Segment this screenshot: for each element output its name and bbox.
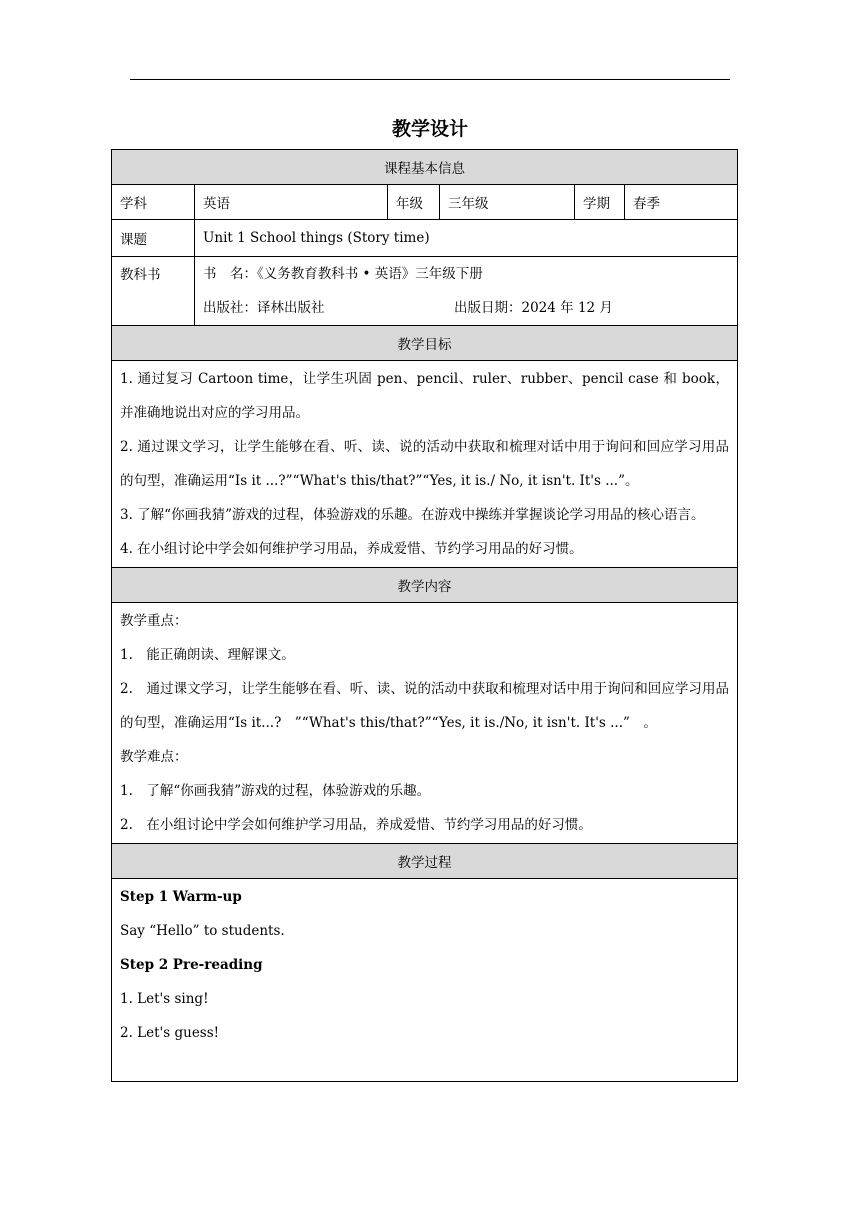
objectives-row [112,361,738,568]
step1-text: Say “Hello” to students. [120,923,285,939]
objective-item: 1. 通过复习 Cartoon time，让学生巩固 pen、pencil、ruler、rubber、pencil case 和 book，并准确地说出对应的学习用品。 [120,371,730,421]
difficulty-item: 2. 在小组讨论中学会如何维护学习用品，养成爱惜、节约学习用品的好习惯。 [120,817,592,833]
topic-value: Unit 1 School things (Story time) [195,220,738,257]
textbook-label: 教科书 [112,257,195,326]
step2-item: 1. Let's sing! [120,991,209,1007]
section-header-content: 教学内容 [112,568,738,603]
process-header-row [112,844,738,879]
section-header-process: 教学过程 [112,844,738,879]
objective-item: 2. 通过课文学习，让学生能够在看、听、读、说的活动中获取和梳理对话中用于询问和回应学习用品的句型，准确运用“Is it ...?”“What's this/that?”“Yes, it is./ No, it isn't. It's ...”。 [120,439,730,489]
topic-label: 课题 [112,220,195,257]
textbook-pub-date: 出版日期：2024 年 12 月 [454,300,613,316]
objective-item: 3. 了解“你画我猜”游戏的过程，体验游戏的乐趣。在游戏中操练并掌握谈论学习用品的核心语言。 [120,507,705,523]
process-cell [112,879,738,1082]
section-header-basic-info: 课程基本信息 [112,150,738,185]
textbook-info [195,257,738,326]
step2-item: 2. Let's guess! [120,1025,220,1041]
step1-title: Step 1 Warm-up [120,889,242,905]
grade-label: 年级 [388,185,440,220]
objectives-header-row [112,326,738,361]
key-point-item: 1. 能正确朗读、理解课文。 [120,647,295,663]
content-row [112,603,738,844]
term-value: 春季 [625,185,738,220]
difficulty-title: 教学难点： [120,749,188,765]
topic-row [112,220,738,257]
content-header-row [112,568,738,603]
basic-info-header-row [112,150,738,185]
subject-row [112,185,738,220]
textbook-publisher: 出版社：译林出版社 [203,300,325,316]
textbook-name: 书 名：《义务教育教科书 • 英语》三年级下册 [203,266,483,282]
process-row [112,879,738,1082]
subject-label: 学科 [112,185,195,220]
grade-value: 三年级 [440,185,575,220]
term-label: 学期 [575,185,625,220]
document-title: 教学设计 [391,118,468,140]
step2-title: Step 2 Pre-reading [120,957,263,973]
textbook-row [112,257,738,326]
content-cell [112,603,738,844]
subject-value: 英语 [195,185,388,220]
section-header-objectives: 教学目标 [112,326,738,361]
header-rule [130,79,730,80]
objectives-cell [112,361,738,568]
key-point-item: 2. 通过课文学习，让学生能够在看、听、读、说的活动中获取和梳理对话中用于询问和回应学习用品的句型，准确运用“Is it...? ”“What's this/that?”“Yes, it is./No, it isn't. It's ...” 。 [120,681,730,731]
textbook-publisher-row [203,291,729,325]
lesson-plan-table [111,149,738,1082]
key-points-title: 教学重点： [120,613,188,629]
difficulty-item: 1. 了解“你画我猜”游戏的过程，体验游戏的乐趣。 [120,783,431,799]
objective-item: 4. 在小组讨论中学会如何维护学习用品，养成爱惜、节约学习用品的好习惯。 [120,541,583,557]
